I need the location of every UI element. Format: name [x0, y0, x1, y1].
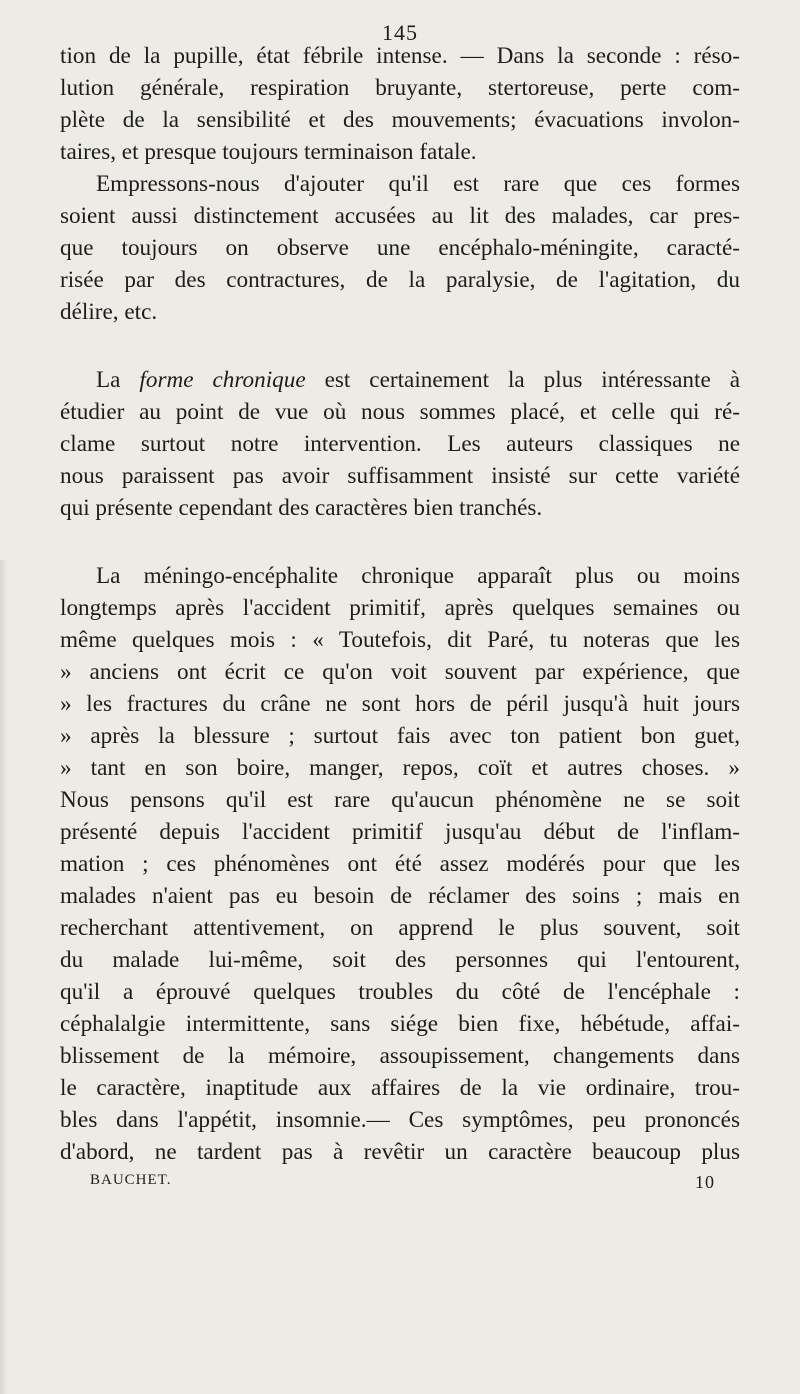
paragraph-3: [60, 364, 740, 524]
paragraph-2: [60, 168, 740, 328]
text-line: Empressons-nous d'ajouter qu'il est rare que ces formes: [96, 171, 740, 197]
text-line: recherchant attentivement, on apprend le plus souvent, soit: [60, 915, 740, 941]
text-line: tion de la pupille, état fébrile intense. — Dans la seconde : réso-: [60, 43, 740, 69]
text-line: même quelques mois : « Toutefois, dit Paré, tu noteras que les: [60, 627, 740, 653]
text-line: » après la blessure ; surtout fais avec ton patient bon guet,: [60, 723, 740, 749]
text-line: blissement de la mémoire, assoupissement, changements dans: [60, 1043, 740, 1069]
text-line: lution générale, respiration bruyante, stertoreuse, perte com-: [60, 75, 740, 101]
page-edge-shadow: [0, 560, 8, 1394]
text-line: La méningo-encéphalite chronique apparaît plus ou moins: [96, 563, 740, 589]
paragraph-lead: La: [96, 367, 140, 393]
emphasis-term: forme chronique: [139, 367, 306, 393]
text-line: » les fractures du crâne ne sont hors de péril jusqu'à huit jours: [60, 691, 740, 717]
page-footer: [90, 1172, 715, 1193]
text-line: nous paraissent pas avoir suffisamment insisté sur cette variété: [60, 463, 740, 489]
text-line: mation ; ces phénomènes ont été assez modérés pour que les: [60, 851, 740, 877]
text-line: que toujours on observe une encéphalo-méningite, caracté-: [60, 235, 740, 261]
author-running-foot: BAUCHET.: [90, 1172, 172, 1188]
text-line: malades n'aient pas eu besoin de réclamer des soins ; mais en: [60, 883, 740, 909]
page-number: 145: [382, 20, 418, 45]
text-line: plète de la sensibilité et des mouvements; évacuations involon-: [60, 107, 740, 133]
text-line: » anciens ont écrit ce qu'on voit souvent par expérience, que: [60, 659, 740, 685]
text-line: clame surtout notre intervention. Les auteurs classiques ne: [60, 431, 740, 457]
paragraph-1: [60, 40, 740, 168]
body-text: [60, 40, 740, 1168]
text-line: qui présente cependant des caractères bien tranchés.: [60, 495, 543, 521]
text-line: longtemps après l'accident primitif, après quelques semaines ou: [60, 595, 740, 621]
text-line: Nous pensons qu'il est rare qu'aucun phénomène ne se soit: [60, 787, 740, 813]
text-line: le caractère, inaptitude aux affaires de la vie ordinaire, trou-: [60, 1075, 740, 1101]
text-line: [60, 364, 740, 396]
signature-mark: 10: [695, 1172, 715, 1192]
text-line: étudier au point de vue où nous sommes placé, et celle qui ré-: [60, 399, 740, 425]
text-line: risée par des contractures, de la paralysie, de l'agitation, du: [60, 267, 740, 293]
text-line: taires, et presque toujours terminaison fatale.: [60, 139, 477, 165]
paragraph-4: [60, 560, 740, 1168]
text-line: qu'il a éprouvé quelques troubles du côté de l'encéphale :: [60, 979, 740, 1005]
text-line: céphalalgie intermittente, sans siége bien fixe, hébétude, affai-: [60, 1011, 740, 1037]
text-line: » tant en son boire, manger, repos, coït et autres choses. »: [60, 755, 740, 781]
text-line: du malade lui-même, soit des personnes qui l'entourent,: [60, 947, 740, 973]
text-line: délire, etc.: [60, 299, 158, 325]
text-line: soient aussi distinctement accusées au lit des malades, car pres-: [60, 203, 740, 229]
text-line-rest: est certainement la plus intéressante à: [305, 367, 740, 393]
text-line: d'abord, ne tardent pas à revêtir un caractère beaucoup plus: [60, 1139, 740, 1165]
text-line: présenté depuis l'accident primitif jusqu'au début de l'inflam-: [60, 819, 740, 845]
text-line: bles dans l'appétit, insomnie.— Ces symptômes, peu prononcés: [60, 1107, 740, 1133]
